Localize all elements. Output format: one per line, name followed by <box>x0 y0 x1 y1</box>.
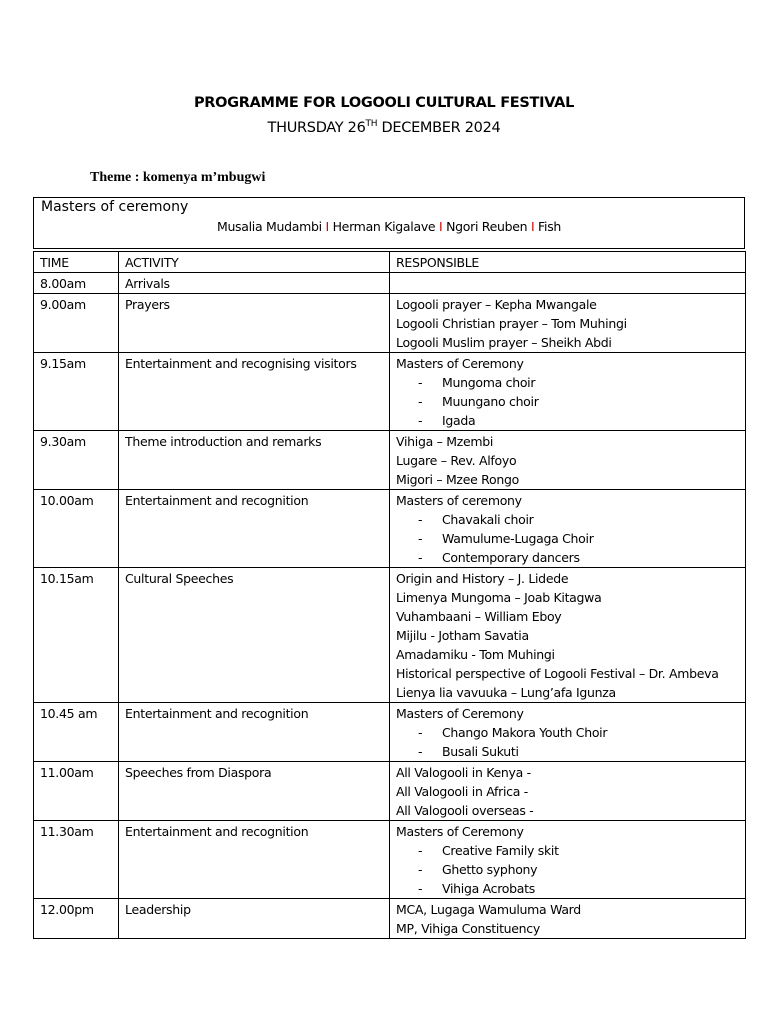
time-cell: 10.45 am <box>34 703 119 762</box>
activity-cell: Speeches from Diaspora <box>119 762 390 821</box>
table-body <box>34 273 746 939</box>
mc-name: Fish <box>538 219 562 234</box>
responsible-line: Logooli Muslim prayer – Sheikh Abdi <box>396 335 612 350</box>
masters-of-ceremony-box <box>33 197 745 249</box>
time-cell: 8.00am <box>34 273 119 294</box>
activity-cell: Theme introduction and remarks <box>119 431 390 490</box>
table-row <box>34 353 746 431</box>
time-cell: 12.00pm <box>34 899 119 939</box>
name-separator: I <box>530 219 535 234</box>
responsible-cell <box>390 821 746 899</box>
responsible-bullet <box>396 879 739 898</box>
responsible-bullet <box>396 529 739 548</box>
header-responsible: RESPONSIBLE <box>390 252 746 273</box>
activity-cell: Leadership <box>119 899 390 939</box>
responsible-bullet <box>396 860 739 879</box>
responsible-line: Amadamiku - Tom Muhingi <box>396 647 555 662</box>
responsible-bullet <box>396 392 739 411</box>
responsible-cell <box>390 899 746 939</box>
bullet-text: Wamulume-Lugaga Choir <box>442 531 594 546</box>
activity-cell: Prayers <box>119 294 390 353</box>
name-separator: I <box>439 219 443 234</box>
time-cell: 10.15am <box>34 568 119 703</box>
bullet-text: Chavakali choir <box>442 512 534 527</box>
responsible-line: All Valogooli overseas - <box>396 803 534 818</box>
responsible-line: Masters of Ceremony <box>396 824 524 839</box>
responsible-line: Logooli Christian prayer – Tom Muhingi <box>396 316 627 331</box>
time-cell: 11.30am <box>34 821 119 899</box>
bullet-dash: - <box>418 862 423 877</box>
event-date <box>0 119 768 136</box>
mc-name: Herman Kigalave <box>332 219 436 234</box>
header-time: TIME <box>34 252 119 273</box>
activity-cell: Cultural Speeches <box>119 568 390 703</box>
responsible-line: Masters of ceremony <box>396 493 522 508</box>
responsible-line: MP, Vihiga Constituency <box>396 921 540 936</box>
responsible-cell <box>390 273 746 294</box>
bullet-dash: - <box>418 413 423 428</box>
responsible-line: Masters of Ceremony <box>396 706 524 721</box>
responsible-cell <box>390 762 746 821</box>
date-superscript: TH <box>365 119 378 129</box>
table-row <box>34 568 746 703</box>
date-prefix: THURSDAY 26 <box>267 120 366 136</box>
document-title: PROGRAMME FOR LOGOOLI CULTURAL FESTIVAL <box>193 95 575 111</box>
bullet-dash: - <box>418 550 423 565</box>
time-cell: 10.00am <box>34 490 119 568</box>
table-row <box>34 294 746 353</box>
time-cell: 9.30am <box>34 431 119 490</box>
activity-cell: Entertainment and recognition <box>119 490 390 568</box>
responsible-line: MCA, Lugaga Wamuluma Ward <box>396 902 581 917</box>
bullet-dash: - <box>418 843 423 858</box>
table-row <box>34 490 746 568</box>
responsible-bullet <box>396 411 739 430</box>
table-row <box>34 431 746 490</box>
time-cell: 9.15am <box>34 353 119 431</box>
table-row <box>34 273 746 294</box>
responsible-bullet <box>396 723 739 742</box>
responsible-cell <box>390 490 746 568</box>
responsible-line: Historical perspective of Logooli Festival – Dr. Ambeva <box>396 666 719 681</box>
bullet-dash: - <box>418 725 423 740</box>
bullet-dash: - <box>418 744 423 759</box>
responsible-line: Origin and History – J. Lidede <box>396 571 569 586</box>
activity-cell: Entertainment and recognition <box>119 821 390 899</box>
table-row <box>34 899 746 939</box>
bullet-text: Mungoma choir <box>442 375 536 390</box>
bullet-dash: - <box>418 512 423 527</box>
bullet-text: Contemporary dancers <box>442 550 580 565</box>
time-cell: 11.00am <box>34 762 119 821</box>
bullet-dash: - <box>418 531 423 546</box>
responsible-line: Limenya Mungoma – Joab Kitagwa <box>396 590 602 605</box>
bullet-text: Chango Makora Youth Choir <box>442 725 608 740</box>
bullet-text: Ghetto syphony <box>442 862 538 877</box>
responsible-line: Logooli prayer – Kepha Mwangale <box>396 297 597 312</box>
bullet-dash: - <box>418 375 423 390</box>
responsible-line: All Valogooli in Kenya - <box>396 765 531 780</box>
responsible-bullet <box>396 373 739 392</box>
masters-title: Masters of ceremony <box>41 199 189 215</box>
responsible-line: Lienya lia vavuuka – Lung’afa Igunza <box>396 685 616 700</box>
responsible-bullet <box>396 742 739 761</box>
bullet-text: Igada <box>442 413 476 428</box>
table-header-row <box>34 252 746 273</box>
activity-cell: Arrivals <box>119 273 390 294</box>
mc-name: Ngori Reuben <box>446 219 528 234</box>
responsible-cell <box>390 294 746 353</box>
bullet-dash: - <box>418 881 423 896</box>
responsible-bullet <box>396 841 739 860</box>
date-suffix: DECEMBER 2024 <box>377 120 501 136</box>
name-separator: I <box>325 219 329 234</box>
bullet-text: Muungano choir <box>442 394 539 409</box>
responsible-cell <box>390 703 746 762</box>
masters-names <box>34 219 744 234</box>
bullet-text: Busali Sukuti <box>442 744 519 759</box>
table-row <box>34 762 746 821</box>
responsible-line: Mijilu - Jotham Savatia <box>396 628 529 643</box>
table-row <box>34 821 746 899</box>
responsible-line: Masters of Ceremony <box>396 356 524 371</box>
mc-name: Musalia Mudambi <box>216 219 322 234</box>
responsible-cell <box>390 568 746 703</box>
responsible-cell <box>390 431 746 490</box>
time-cell: 9.00am <box>34 294 119 353</box>
responsible-bullet <box>396 548 739 567</box>
responsible-line: Vuhambaani – William Eboy <box>396 609 562 624</box>
bullet-text: Creative Family skit <box>442 843 559 858</box>
responsible-bullet <box>396 510 739 529</box>
responsible-line: Migori – Mzee Rongo <box>396 472 519 487</box>
table-row <box>34 703 746 762</box>
header-activity: ACTIVITY <box>119 252 390 273</box>
activity-cell: Entertainment and recognising visitors <box>119 353 390 431</box>
programme-table <box>33 251 746 939</box>
responsible-line: Lugare – Rev. Alfoyo <box>396 453 517 468</box>
bullet-dash: - <box>418 394 423 409</box>
responsible-line: All Valogooli in Africa - <box>396 784 528 799</box>
activity-cell: Entertainment and recognition <box>119 703 390 762</box>
bullet-text: Vihiga Acrobats <box>442 881 535 896</box>
responsible-cell <box>390 353 746 431</box>
theme-line: Theme : komenya m’mbugwi <box>90 170 266 185</box>
responsible-line: Vihiga – Mzembi <box>396 434 494 449</box>
